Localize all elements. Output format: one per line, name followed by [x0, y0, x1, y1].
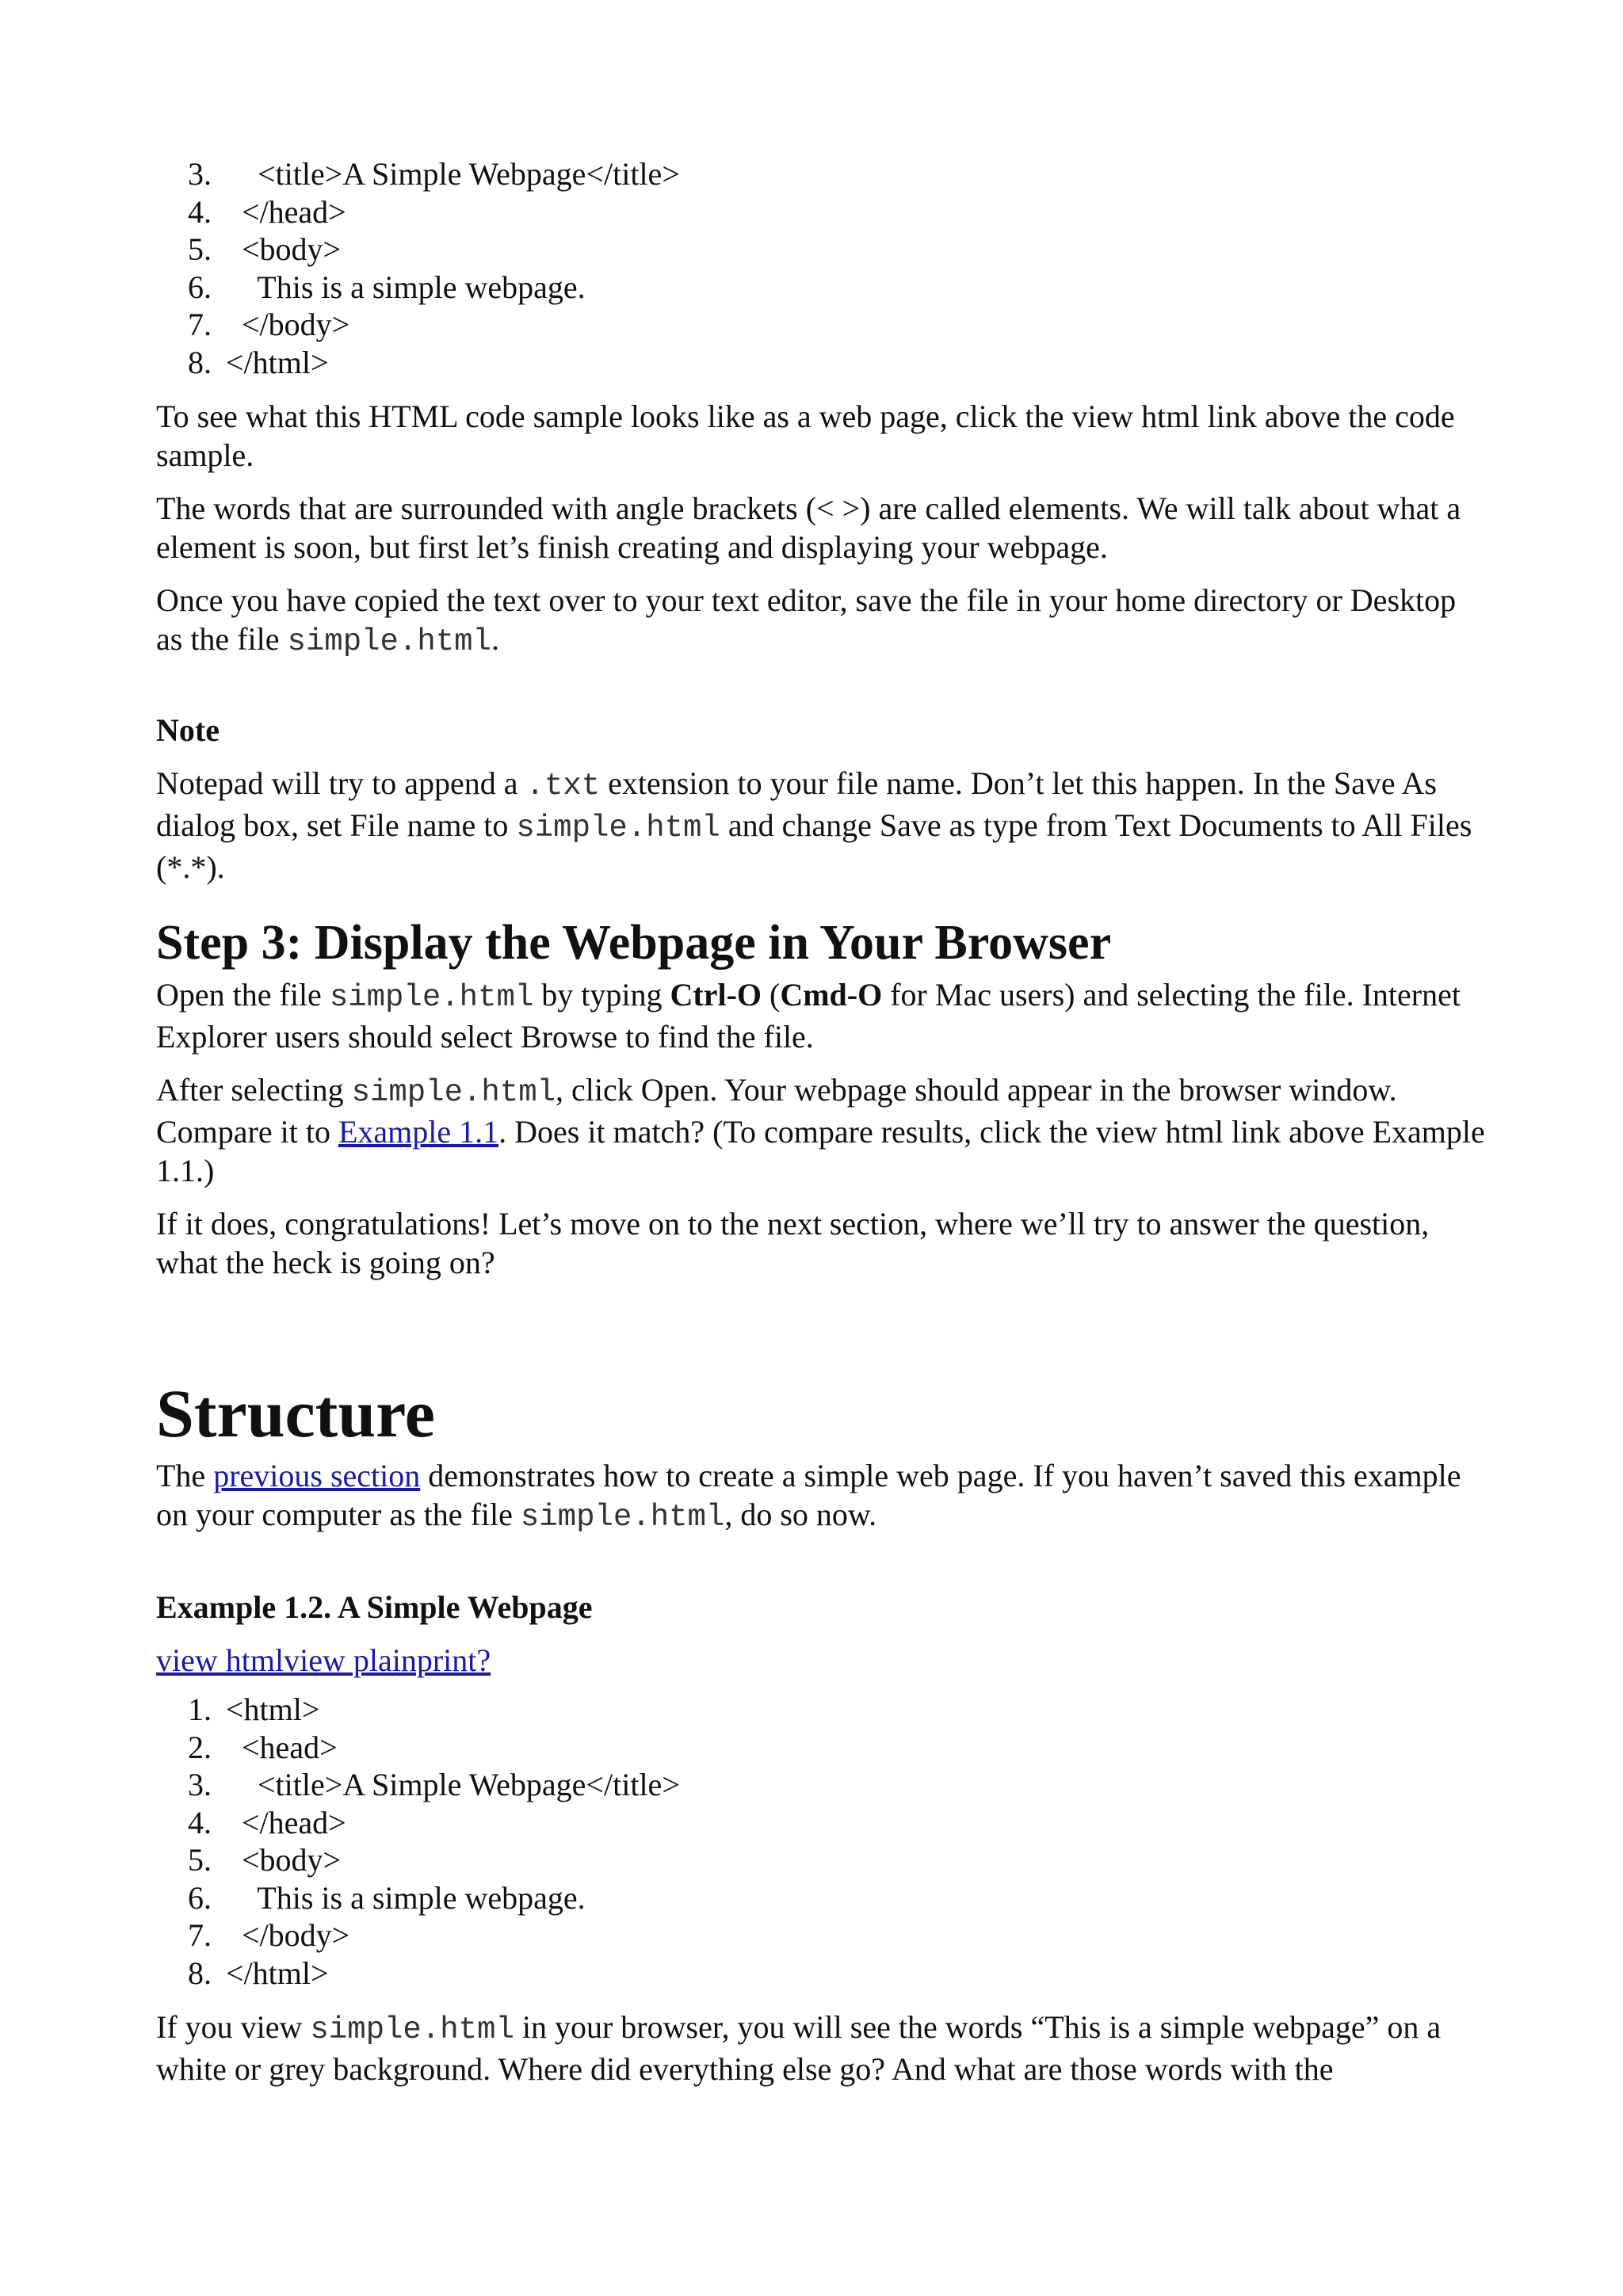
- code-line: 5. <body>: [188, 1842, 342, 1878]
- step3-heading: Step 3: Display the Webpage in Your Browser: [156, 916, 1112, 970]
- filename-code: simple.html: [351, 1075, 556, 1110]
- code-line: 6. This is a simple webpage.: [188, 1879, 586, 1916]
- code-line: 5. <body>: [188, 231, 342, 267]
- code-block-example-1-2: [156, 1691, 1487, 1992]
- code-line: 4. </head>: [188, 1804, 346, 1840]
- filename-code: simple.html: [516, 810, 720, 845]
- filename-code: simple.html: [310, 2012, 514, 2047]
- code-line: 6. This is a simple webpage.: [188, 269, 586, 305]
- code-line: 2. <head>: [188, 1729, 338, 1765]
- note-body: Notepad will try to append a .txt extension to your file name. Don’t let this happen. In the Save As dialog box, set File name to simple.html and change Save as type from Text Documents to All Files (*.*).: [156, 765, 1472, 885]
- note-heading: Note: [156, 712, 220, 748]
- code-line: 8. </html>: [188, 344, 329, 380]
- step3-paragraph-compare: After selecting simple.html, click Open. Your webpage should appear in the browser window. Compare it to Example 1.1. Does it match? (To compare results, click the view html link above Example 1.1.): [156, 1072, 1485, 1188]
- view-html-plain-print-link[interactable]: view htmlview plainprint?: [156, 1642, 491, 1678]
- filename-code: simple.html: [287, 624, 491, 659]
- code-line: 7. </body>: [188, 307, 350, 342]
- filename-code: simple.html: [329, 980, 534, 1015]
- paragraph-view-html: To see what this HTML code sample looks like as a web page, click the view html link above the code sample.: [156, 399, 1455, 473]
- code-line: 3. <title>A Simple Webpage</title>: [188, 156, 680, 192]
- previous-section-link[interactable]: previous section: [213, 1458, 421, 1493]
- paragraph-elements-intro: The words that are surrounded with angle brackets (< >) are called elements. We will talk about what a element is soon, but first let’s finish creating and displaying your webpage.: [156, 490, 1461, 565]
- paragraph-save-file: Once you have copied the text over to your text editor, save the file in your home directory or Desktop as the file simple.html.: [156, 582, 1457, 659]
- shortcut-cmd-o: Cmd-O: [780, 977, 883, 1013]
- code-line: 3. <title>A Simple Webpage</title>: [188, 1767, 680, 1802]
- code-line: 4. </head>: [188, 193, 346, 230]
- structure-heading: Structure: [156, 1375, 435, 1451]
- code-line: 7. </body>: [188, 1917, 350, 1953]
- filename-code: simple.html: [520, 1500, 725, 1535]
- example-1-1-link[interactable]: Example 1.1: [338, 1114, 499, 1150]
- step3-paragraph-open: Open the file simple.html by typing Ctrl-O (Cmd-O for Mac users) and selecting the file. Internet Explorer users should select Browse to find the file.: [156, 977, 1461, 1055]
- code-line: 8. </html>: [188, 1955, 329, 1991]
- example-links-paragraph: [156, 1641, 1487, 1680]
- structure-paragraph-view: If you view simple.html in your browser, you will see the words “This is a simple webpage” on a white or grey background. Where did everything else go? And what are those words with the: [156, 2009, 1442, 2087]
- code-block-continued: [156, 155, 1487, 381]
- shortcut-ctrl-o: Ctrl-O: [670, 977, 762, 1013]
- example-1-2-title: Example 1.2. A Simple Webpage: [156, 1589, 593, 1625]
- structure-paragraph-intro: The previous section demonstrates how to create a simple web page. If you haven’t saved this example on your computer as the file simple.html, do so now.: [156, 1458, 1461, 1535]
- extension-code: .txt: [525, 769, 601, 803]
- document-page: [156, 151, 1487, 2088]
- code-line: 1. <html>: [188, 1691, 320, 1727]
- step3-paragraph-congrats: If it does, congratulations! Let’s move on to the next section, where we’ll try to answer the question, what the heck is going on?: [156, 1206, 1430, 1280]
